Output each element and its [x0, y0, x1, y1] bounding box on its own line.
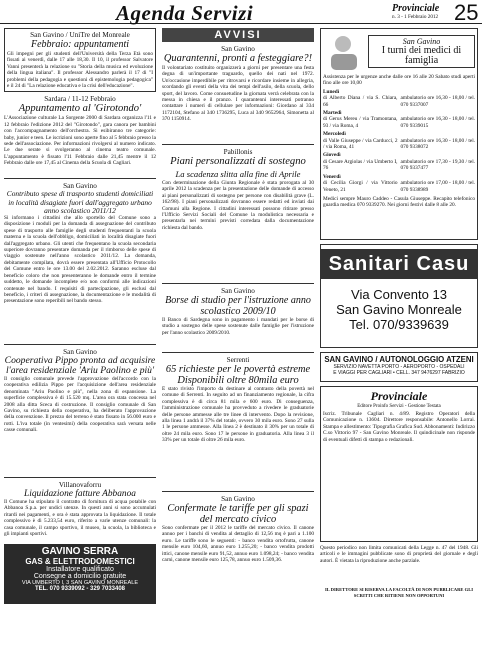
doctor-day: Giovedì: [323, 152, 341, 159]
auto-title: SAN GAVINO / AUTONOLOGGIO ATZENI: [324, 355, 474, 364]
article-body: Sono confermate per il 2012 le tariffe del mercato civico. Il canone annuo per i banchi di vendita al dettaglio di 12,56 mq è pari a 1.100 euro. Le tariffe sono le seguenti: - banco vendita ortofrutta, canone mensile euro 104,60, annuo euro 1.255,20; - banco vendita prodotti ittici, canone mensile euro 91,52, annuo euro 1.098,24; - banco vendita carni, canone mensile euro 125,78, annuo euro 1.509,36.: [162, 525, 314, 564]
page-header: [0, 0, 482, 24]
article-title: 65 richieste per le povertà estreme Disponibili oltre 80mila euro: [165, 364, 311, 386]
issue-date: n. 3 - 1 Febbraio 2012: [392, 14, 439, 20]
doctor-day: Lunedì: [323, 88, 340, 95]
ad-line: Consegne a domicilio gratuite: [33, 573, 127, 581]
sanitari-phone: Tel. 070/9339639: [349, 317, 449, 332]
article-title: Febbraio: appuntamenti: [30, 39, 130, 50]
article-mercato: [162, 495, 314, 607]
doctor-names: di Alberto Diana / via S. Chiara, 66: [323, 95, 398, 108]
kicker: San Gavino: [221, 287, 255, 295]
ad-autonoleggio: [320, 352, 478, 382]
doctor-row: [323, 89, 475, 108]
article-trasporto: [4, 182, 156, 341]
masthead: Provinciale: [370, 389, 428, 403]
article-quarantenni: [162, 45, 314, 141]
page-number: 25: [454, 0, 479, 25]
doctor-names: di Cesare Argiolas / via Umberto I, 76: [323, 158, 398, 172]
colophon-text: Iscriz. Tribunale Cagliari n. 4/89. Registro Operatori della Comunicazione n. 13604. Direttore responsabile: Antonello Lorrai. Stampa e allestimento: Tipografia Grafica Sud. Abbonamenti: Indirizzo C.so Vittorio 97 - San Gavino Monreale. Il quindicinale non risponde di eventuali difetti di stampa o redazionali.: [323, 411, 475, 443]
doctors-intro: Assistenza per le urgenze anche dalle ore 16 alle 20 Sabato studi aperti fino alle ore 10,00: [323, 74, 475, 87]
doctor-icon: [323, 32, 365, 70]
kicker: Pabillonis: [223, 148, 253, 156]
kicker: San Gavino: [221, 45, 255, 53]
doctors-box: [320, 28, 478, 240]
article-title: Liquidazione fatture Abbanoa: [24, 489, 136, 500]
article-body: È stato rivisto l'importo da destinare al contrasto della povertà nel comune di Serrenti. In seguito ad un finanziamento regionale, la cifra complessiva è di circa 81 mila e 600 euro. Di conseguenza, l'amministrazione comunale ha provveduto a rivedere le graduatorie delle persone ammesse alle tre linee di intervento. Dopo la revisione, alla linea 1 andrà il 37% del totale, ovvero 30 mila euro. Sono 27 sulla 1 le persone ammesse. Alla linea 2 è destinato il 30% per un totale di oltre 24 mila euro. Sono 17 le persone in graduatoria. Alla linea 3 il 33% per un totale di oltre 26 mila euro.: [162, 386, 314, 444]
ad-title: GAVINO SERRA: [41, 546, 119, 558]
article-body: Gli impegni per gli studenti dell'Università della Terza Età sono fissati ai venerdì, dalle 17 alle 18,30. Il 10, il professor Salvatore Vanni presenterà la relazione su "Storia della musica ed evoluzione della lingua italiana". Il professor Alessandro parlerà il 17 di "I problemi della pedagogia e questioni di epistemologia pedagogica" e il 24 di "La relazione educativa e la crisi dell'educazione".: [7, 51, 153, 90]
avvisi-banner: AVVISI: [162, 28, 314, 42]
article-title: Appuntamento al 'Girotondo': [18, 103, 142, 115]
legal-note: Questo periodico non limita comunicati della Legge n. 47 del 1948. Gli articoli e le immagini pubblicate sono di proprietà del giornale e degli autori. È vietata la riproduzione anche parziale.: [320, 545, 478, 564]
article-title: Contributo spese di trasporto studenti domiciliati in località disagiate fuori dall'aggregato urbano anno scolastico 2011/12: [6, 189, 154, 215]
article-body: Il volontariato costituito organizzerà a giorni per presentare una festa degna di un'importante traguardo, quello dei nati nel 1972. Un'occasione imperdibile per ritrovarsi e ricordare insieme in allegria, scordando gli eventi della vita dei tempi dell'asilo, della scuola, dello sport, del lavoro. Come consuetudine la giornata verrà celebrata con la messa in chiesa e il pranzo. I quarantenni interessati potranno contattare i numeri di cellulare per informazioni: Giordano al 334 1172104, Stefano al 340 1736295, Luca al 340 9652964, Simonetta al 370 1150914.: [162, 65, 314, 123]
article-abbanoa: [4, 481, 156, 541]
kicker: San Gavino / UniTre del Monreale: [30, 31, 130, 39]
doctor-hours: ambulatorio ore 17,00 - 18,00 / tel. 070 9338989: [400, 180, 475, 193]
article-body: Il Comune ha stipulato il contratto di fornitura di acqua potabile con Abbanoa S.p.a. per undici utenze. In questi anni si sono accumulati ritardi nei pagamenti, e ora è stata approvata la liquidazione. Il totale complessivo è di 5.233,54 euro, riferito a varie utenze comunali: la casa comunale, il campo sportivo, il museo, la scuola, la biblioteca e gli impianti sportivi.: [4, 499, 156, 538]
guard-note: Medici sempre Mauro Caddeo - Casula Giuseppe. Recapito telefonico guardia medica 070 9339270. Nei giorni festivi dalle 8 alle 20.: [323, 195, 475, 209]
article-body: Con determinazione della Giunta Regionale è stata prorogata al 30 aprile 2012 la scadenza per la presentazione delle domande di accesso ai piani personalizzati di sostegno per persone con disabilità grave (L. 162/98). I piani personalizzati dovranno essere redatti ed inviati dai Comuni alla Regione. I cittadini interessati possono ritirare presso l'Ufficio Servizi Sociali del Comune la modulistica necessaria e presentarla nei termini previsti corredata dalla documentazione richiesta dal bando.: [162, 180, 314, 231]
doctor-day: Venerdì: [323, 173, 341, 180]
kicker: San Gavino: [63, 182, 97, 191]
article-piani: [162, 148, 314, 280]
colophon-box: [320, 386, 478, 542]
doctor-day: Mercoledì: [323, 131, 346, 138]
article-title: Confermate le tariffe per gli spazi del mercato civico: [167, 503, 309, 525]
left-column: [4, 28, 156, 653]
footer-note: IL DIRETTORE SI RISERVA LA FACOLTÀ DI NON PUBBLICARE GLI SCRITTI CHE RITIENE NON OPPORTUNI: [324, 587, 474, 598]
sanitari-title: Sanitari Casu: [321, 249, 477, 279]
kicker: Villanovaforru: [58, 481, 102, 490]
kicker: San Gavino: [63, 348, 97, 357]
article-title: Borse di studio per l'istruzione anno scolastico 2009/10: [165, 295, 311, 317]
article-cooperativa: [4, 348, 156, 474]
article-title: Cooperativa Pippo pronta ad acquisire l'area residenziale 'Ariu Paolino e più': [4, 355, 156, 377]
ad-town: San Gavino: [402, 36, 441, 46]
logo: Provinciale: [392, 3, 440, 14]
ad-sanitari-casu: [320, 244, 478, 348]
doctors-header: [323, 31, 475, 71]
kicker: Sardara / 11-12 Febbraio: [44, 95, 116, 104]
ad-subtitle: GAS & ELETTRODOMESTICI: [25, 557, 135, 567]
article-subtitle: La scadenza slitta alla fine di Aprile: [175, 169, 301, 179]
doctors-list: [323, 89, 475, 193]
doctor-row: [323, 174, 475, 193]
doctor-names: di Cecilia Giorgi / via Vittorio Veneto, 21: [323, 180, 398, 193]
right-column: [320, 28, 478, 653]
middle-column: [162, 28, 314, 653]
article-poverta: [162, 356, 314, 488]
doctor-row: [323, 110, 475, 129]
article-title: Quarantenni, pronti a festeggiare?!: [163, 53, 313, 64]
section-title: Agenda Servizi: [116, 1, 254, 25]
article-body: Il consiglio comunale prevede l'approvazione dell'accordo con la cooperativa edilizia Pippo per l'acquisizione dell'area residenziale denominata "Ariu Paolino e più", nella zona di espansione. La superficie complessiva è di 15.520 mq. L'area ora stata concessa nel 2008 alla ditta Sceca di costruzione. Il consiglio comunale di San Gavino, su richiesta della cooperativa, ha deliberato l'approvazione della convenzione. Il prezzo del terreno è stato fissato in 56.000 euro e rotti. L'iva totale (in ventesimi) della cooperativa sarà versata nelle casse comunali.: [4, 376, 156, 434]
kicker: San Gavino: [221, 495, 255, 503]
article-body: Si informano i cittadini che allo sportello del Comune sono a disposizione i moduli per la domanda di assegnazione del contributo spese di trasporto alle famiglie degli studenti frequentanti la scuola materna e la scuola dell'obbligo, domiciliati in località disagiate fuori dall'aggregato urbano. Gli utenti che frequentano la scuola secondaria superiore dovranno presentare domanda per il rimborso delle spese di viaggio sostenute nell'anno scolastico 2011/12. La domanda, debitamente compilata, dovrà essere presentata all'Ufficio Protocollo del Comune entro le ore 13.00 del 2.02.2012. Saranno escluse dal beneficio coloro che non presenteranno le domande entro il termine suddetto, le domande incomplete e/o non conformi alle indicazioni contenute nel bando. I requisiti di partecipazione, gli esclusi dal beneficio, i criteri di assegnazione, la documentazione e le modalità di presentazione sono reperibili nel bando stesso.: [4, 215, 156, 305]
article-body: L'Associazione culturale La Sorgente 2000 di Sardara organizza l'11 e 12 febbraio l'edizione 2012 del "Girotondo", gara canora per bambini con l'accompagnamento dell'orchestra. Si esibiranno tre categorie: baby, junior e teen. Le iscrizioni sono aperte fino al 5 febbraio presso la sede dell'associazione. Per informazioni rivolgersi al numero indicato. Le due serate si svolgeranno al cinema teatro comunale. L'appuntamento è fissato l'11 Febbraio dalle 21,45 mentre il 12 Febbraio dalle ore 17,45 al Cinema della Scuola di Cagliari.: [4, 115, 156, 167]
kicker: Serrenti: [226, 356, 250, 364]
ad-line: Installatore qualificato: [46, 566, 114, 574]
doctor-row: [323, 152, 475, 171]
doctor-hours: ambulatorio ore 16,30 - 18,00 / tel. 070 9339015: [400, 116, 475, 129]
doctor-day: Martedì: [323, 110, 342, 117]
ad-gavino-serra: [4, 544, 156, 604]
article-borse: [162, 287, 314, 349]
doctor-row: [323, 131, 475, 150]
doctor-hours: ambulatorio ore 16,30 - 18,00 / tel. 070 9337007: [400, 95, 475, 108]
ad-address: VIA UMBERTO I, 3 SAN GAVINO MONREALE: [21, 580, 139, 587]
masthead-sub: Editore Proinfo Servizi - Gestione Testata: [357, 404, 441, 409]
doctor-names: di Gerus Mereu / via Tramontana, 93 / via Roma, 4: [323, 116, 398, 129]
article-unitre: [4, 28, 156, 92]
doctors-title: I turni dei medici di famiglia: [381, 44, 462, 66]
article-girotondo: [4, 95, 156, 175]
article-title: Piani personalizzati di sostegno: [170, 156, 306, 167]
auto-service: SERVIZIO NAVETTA PORTO - AEROPORTO - OSPEDALI: [333, 364, 465, 370]
doctor-hours: ambulatorio ore 17,30 - 19,30 / tel. 070 9337477: [400, 158, 475, 172]
doctor-names: di Valle Giuseppe / via Carducci, 2 / via Roma, 41: [323, 137, 398, 151]
sanitari-city: San Gavino Monreale: [336, 302, 462, 317]
doctor-hours: ambulatorio ore 16,30 - 18,00 / tel. 070 9338072: [400, 137, 475, 151]
sanitari-address: Via Convento 13: [351, 287, 447, 302]
ad-phone: TEL. 070 9339092 - 329 7033408: [34, 586, 126, 593]
article-body: Il Banco di Sardegna sono in pagamento i mandati per le borse di studio a sostegno delle spese sostenute dalle famiglie per l'istruzione per l'anno scolastico 2009/2010.: [162, 317, 314, 336]
auto-contact: E VIAGGI PER CAGLIARI • CELL. 347 9476297 FABRIZIO: [333, 370, 465, 376]
